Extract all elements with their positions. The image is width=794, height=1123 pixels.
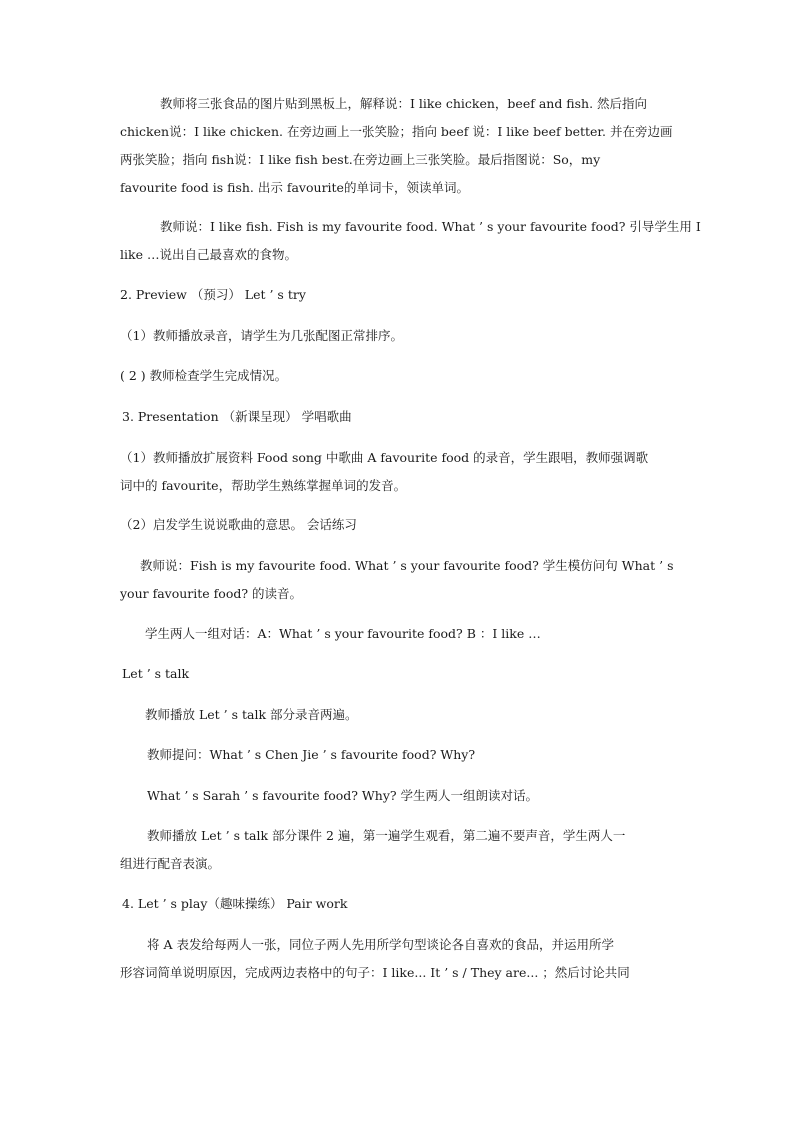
paragraph-line-5: 教师说：I like fish. Fish is my favourite food. What ’ s your favourite food? 引导学生用 I	[160, 219, 701, 234]
paragraph-line-19: 教师提问：What ’ s Chen Jie ’ s favourite food? Why?	[147, 747, 476, 762]
list-item: （1）教师播放录音，请学生为几张配图正常排序。	[120, 328, 403, 343]
paragraph-line-22: 组进行配音表演。	[120, 856, 221, 871]
section-heading-lets-talk: Let ’ s talk	[122, 666, 190, 681]
paragraph-line-4: favourite food is fish. 出示 favourite的单词卡，领读单词。	[120, 180, 469, 195]
section-heading-preview: 2. Preview （预习） Let ’ s try	[120, 287, 306, 302]
paragraph-line-6: like …说出自己最喜欢的食物。	[120, 247, 297, 262]
dialogue-line: 学生两人一组对话：A：What ’ s your favourite food? B ：I like …	[145, 626, 541, 641]
paragraph-line-11: （1）教师播放扩展资料 Food song 中歌曲 A favourite food 的录音，学生跟唱，教师强调歌	[120, 450, 649, 465]
paragraph-line-15: your favourite food? 的读音。	[120, 586, 303, 601]
paragraph-line-24: 将 A 表发给每两人一张，同位子两人先用所学句型谈论各自喜欢的食品，并运用所学	[147, 937, 614, 952]
paragraph-line-20: What ’ s Sarah ’ s favourite food? Why? 学生两人一组朗读对话。	[147, 788, 539, 803]
list-item: ( 2 ) 教师检查学生完成情况。	[120, 368, 288, 383]
paragraph-line-2: chicken说：I like chicken. 在旁边画上一张笑脸；指向 beef 说：I like beef better. 并在旁边画	[120, 124, 673, 139]
paragraph-line-13: （2）启发学生说说歌曲的意思。 会话练习	[120, 517, 357, 532]
paragraph-line-14: 教师说：Fish is my favourite food. What ’ s your favourite food? 学生模仿问句 What ’ s	[140, 558, 674, 573]
paragraph-line-3: 两张笑脸；指向 fish说：I like fish best.在旁边画上三张笑脸。最后指图说：So，my	[120, 152, 601, 167]
paragraph-line-1: 教师将三张食品的图片贴到黑板上，解释说：I like chicken，beef and fish. 然后指向	[160, 96, 648, 111]
section-heading-lets-play: 4. Let ’ s play（趣味操练） Pair work	[122, 896, 348, 911]
paragraph-line-25: 形容词简单说明原因，完成两边表格中的句子：I like... It ’ s / They are... ；然后讨论共同	[120, 965, 630, 980]
paragraph-line-21: 教师播放 Let ’ s talk 部分课件 2 遍，第一遍学生观看，第二遍不要声音，学生两人一	[147, 828, 626, 843]
paragraph-line-12: 词中的 favourite，帮助学生熟练掌握单词的发音。	[120, 478, 407, 493]
section-heading-presentation: 3. Presentation （新课呈现） 学唱歌曲	[122, 409, 352, 424]
paragraph-line-18: 教师播放 Let ’ s talk 部分录音两遍。	[145, 707, 358, 722]
